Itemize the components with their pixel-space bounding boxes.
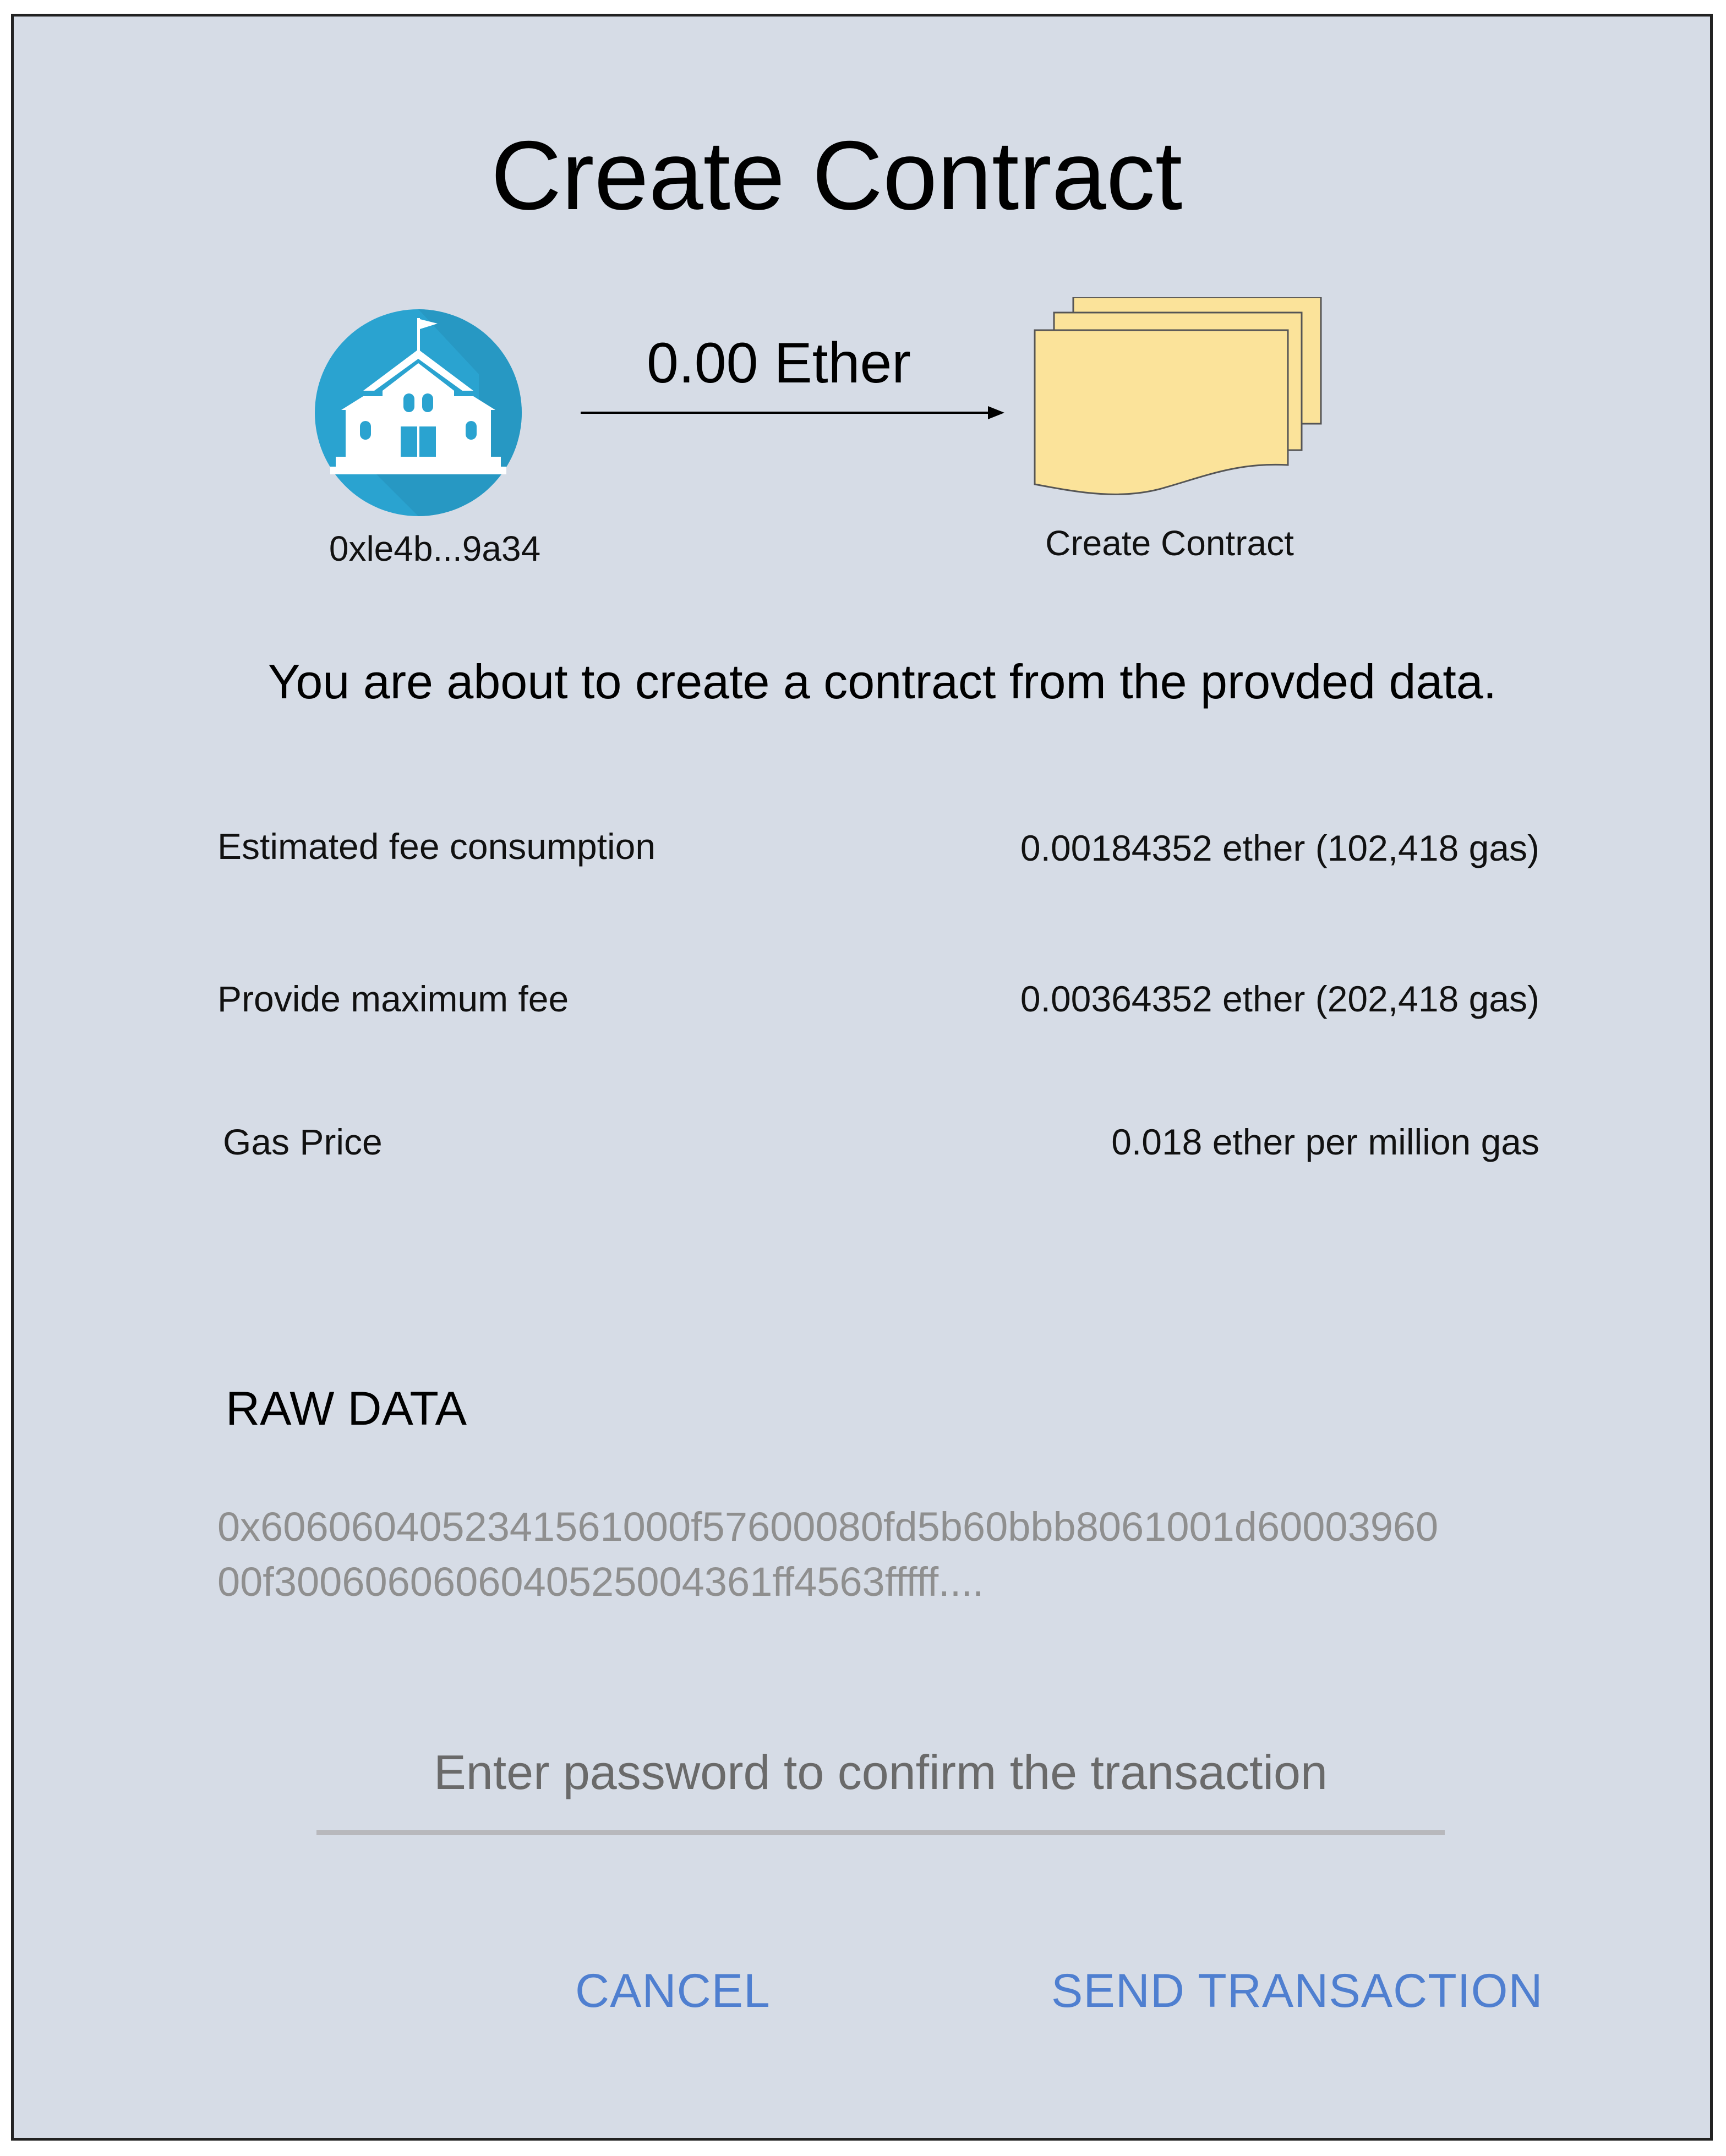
send-transaction-button[interactable]: SEND TRANSACTION <box>1051 1965 1543 2017</box>
password-input[interactable] <box>316 1736 1445 1835</box>
raw-data-label: RAW DATA <box>226 1382 467 1435</box>
transfer-amount: 0.00 Ether <box>647 331 911 395</box>
cancel-button[interactable]: CANCEL <box>575 1965 771 2017</box>
fee-label-maximum: Provide maximum fee <box>217 978 569 1019</box>
sender-address: 0xle4b...9a34 <box>329 529 541 568</box>
raw-data-line-2: 00f3006060606040525004361ff4563fffff.... <box>217 1559 984 1605</box>
create-contract-dialog <box>11 14 1713 2141</box>
arrow-right-icon <box>581 402 1004 424</box>
dialog-title: Create Contract <box>490 121 1183 230</box>
document-stack-icon <box>1029 297 1326 515</box>
raw-data-value <box>217 1500 1593 1610</box>
fee-label-gas-price: Gas Price <box>223 1121 383 1162</box>
fee-label-estimated: Estimated fee consumption <box>217 826 656 867</box>
contract-label: Create Contract <box>1045 523 1294 563</box>
confirmation-message: You are about to create a contract from the provded data. <box>267 654 1497 709</box>
schoolhouse-icon <box>314 308 523 517</box>
fee-value-maximum: 0.00364352 ether (202,418 gas) <box>1020 978 1539 1019</box>
fee-value-gas-price: 0.018 ether per million gas <box>1111 1121 1539 1162</box>
fee-value-estimated: 0.00184352 ether (102,418 gas) <box>1020 828 1539 868</box>
raw-data-line-1: 0x6060604052341561000f57600080fd5b60bbb8061001d60003960 <box>217 1504 1439 1550</box>
